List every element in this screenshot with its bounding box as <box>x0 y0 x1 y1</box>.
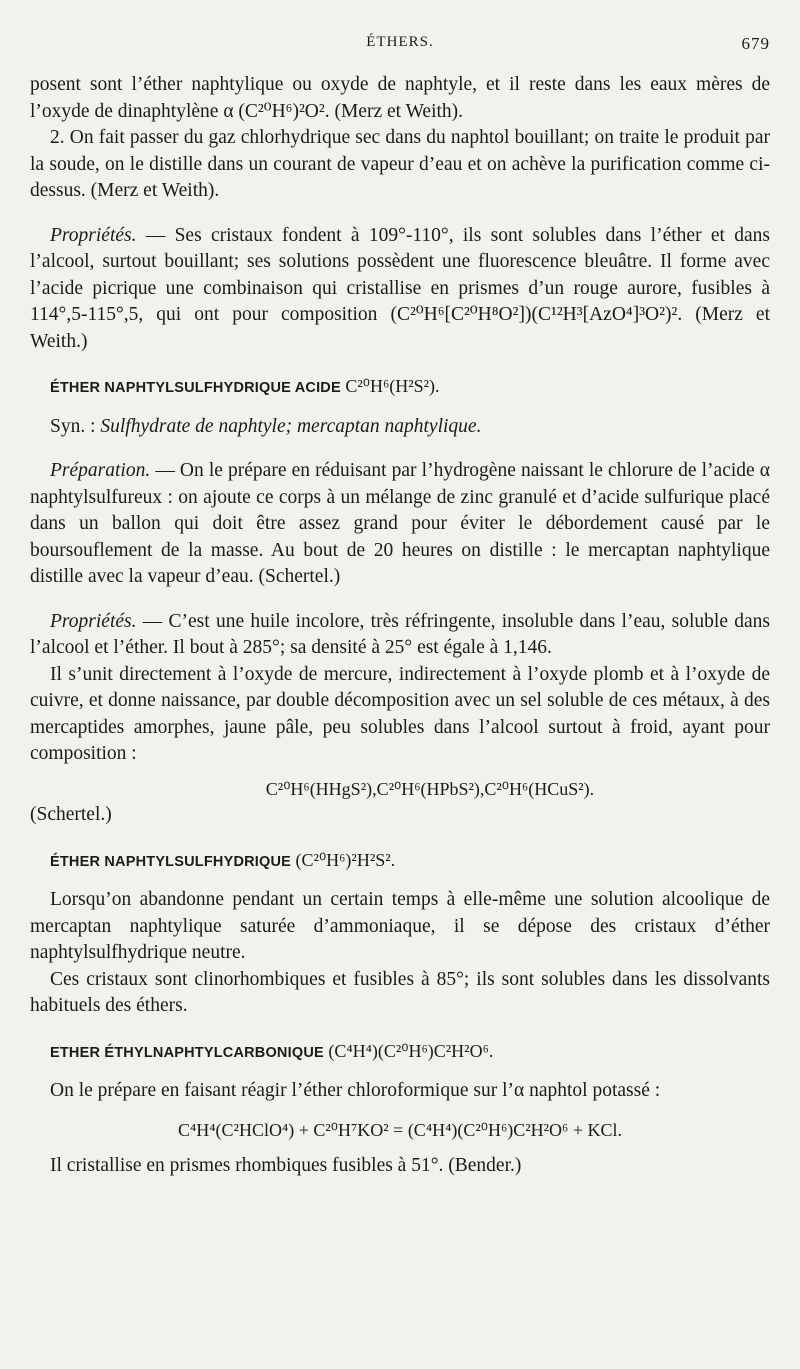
section-label: Propriétés. <box>50 610 137 632</box>
paragraph <box>30 223 770 356</box>
section-label: Propriétés. <box>50 224 137 246</box>
paragraph <box>30 609 770 662</box>
section-heading <box>30 1038 770 1067</box>
paragraph-text: — C’est une huile incolore, très réfringente, insoluble dans l’eau, soluble dans l’alcool et l’éther. Il bout à 285°; sa densité à 25° est égale à 1,146. <box>30 610 770 658</box>
paragraph: posent sont l’éther naphtylique ou oxyde de naphtyle, et il reste dans les eaux mères de l’oxyde de dinaphtylène α (C²⁰H⁶)²O². (Merz et Weith). <box>30 74 770 122</box>
paragraph: Il cristallise en prismes rhombiques fusibles à 51°. (Bender.) <box>50 1155 522 1176</box>
heading-formula: (C²⁰H⁶)²H²S². <box>291 849 396 870</box>
formula: C⁴H⁴(C²HClO⁴) + C²⁰H⁷KO² = (C⁴H⁴)(C²⁰H⁶)C²H²O⁶ + KCl. <box>178 1119 622 1140</box>
paragraph: 2. On fait passer du gaz chlorhydrique sec dans du naphtol bouillant; on traite le produit par la soude, on le distille dans un courant de vapeur d’eau et on achève la purification comme ci-dessus. (Merz et Weith). <box>30 127 770 201</box>
page-body <box>30 72 770 1180</box>
synonym-text: Sulfhydrate de naphtyle; mercaptan naphtylique. <box>100 415 482 437</box>
synonym-label: Syn. : <box>50 415 101 437</box>
section-heading <box>30 373 770 402</box>
paragraph-text: — Ses cristaux fondent à 109°-110°, ils sont solubles dans l’éther et dans l’alcool, surtout bouillant; ses solutions possèdent une fluorescence bleuâtre. Il forme avec l’acide picrique une combinaison qui cristallise en prismes d’un rouge aurore, fusibles à 114°,5-115°,5, qui ont pour composition (C²⁰H⁶[C²⁰H⁸O²])(C¹²H³[AzO⁴]³O²)². (Merz et Weith.) <box>30 224 770 352</box>
synonym-line <box>30 414 770 441</box>
paragraph <box>30 458 770 591</box>
paragraph: Ces cristaux sont clinorhombiques et fusibles à 85°; ils sont solubles dans les dissolvants habituels des éthers. <box>30 968 770 1016</box>
heading-label: ÉTHER NAPHTYLSULFHYDRIQUE <box>50 853 292 870</box>
paragraph-text: — On le prépare en réduisant par l’hydrogène naissant le chlorure de l’acide α naphtylsulfureux : on ajoute ce corps à un mélange de zinc granulé et d’acide sulfurique placé dans un ballon qui doit être assez grand pour éviter le débordement causé par le boursouflement de la masse. Au bout de 20 heures on distille : le mercaptan naphtylique distille avec la vapeur d’eau. (Schertel.) <box>30 460 770 587</box>
paragraph: On le prépare en faisant réagir l’éther chloroformique sur l’α naphtol potassé : <box>50 1080 661 1101</box>
paragraph: Il s’unit directement à l’oxyde de mercure, indirectement à l’oxyde plomb et à l’oxyde de cuivre, et donne naissance, par double décomposition avec un sel soluble de ces métaux, à des mercaptides amorphes, jaune pâle, peu solubles dans l’alcool surtout à froid, ayant pour composition : <box>30 663 770 764</box>
heading-formula: (C⁴H⁴)(C²⁰H⁶)C²H²O⁶. <box>323 1040 494 1061</box>
source-citation: (Schertel.) <box>30 804 112 825</box>
formula: C²⁰H⁶(HHgS²),C²⁰H⁶(HPbS²),C²⁰H⁶(HCuS²). <box>265 778 595 799</box>
paragraph: Lorsqu’on abandonne pendant un certain temps à elle-même une solution alcoolique de mercaptan naphtylique saturée d’ammoniaque, il se dépose des cristaux d’éther naphtylsulfhydrique neutre. <box>30 889 770 963</box>
section-heading <box>30 847 770 876</box>
running-head-title: ÉTHERS. <box>366 34 434 50</box>
heading-formula: C²⁰H⁶(H²S²). <box>340 376 440 396</box>
running-head <box>30 34 770 60</box>
page-number: 679 <box>741 34 770 53</box>
heading-label: ETHER ÉTHYLNAPHTYLCARBONIQUE <box>50 1044 324 1061</box>
heading-label: ÉTHER NAPHTYLSULFHYDRIQUE ACIDE <box>50 380 341 396</box>
section-label: Préparation. <box>50 460 151 481</box>
